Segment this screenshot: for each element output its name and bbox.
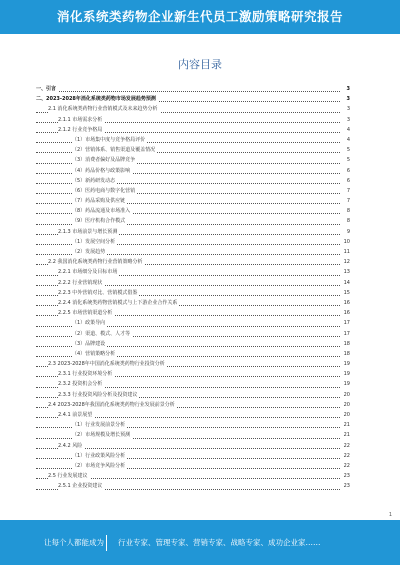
toc-entry[interactable]	[36, 135, 350, 145]
toc-entry[interactable]	[36, 288, 350, 298]
toc-entry-page: 23	[342, 471, 350, 481]
toc-entry[interactable]	[36, 298, 350, 308]
toc-entry-title: （2）渠道、模式、人才等	[72, 329, 132, 339]
toc-entry-page: 23	[342, 481, 350, 491]
toc-entry-page: 5	[345, 145, 350, 155]
toc-entry[interactable]	[36, 390, 350, 400]
toc-entry-title: （1）发展空间分析	[72, 237, 117, 247]
toc-entry[interactable]	[36, 155, 350, 165]
toc-entry-title: 2.1 消化系统类药物行业营销模式及未来趋势分析	[48, 104, 160, 114]
toc-entry-title: （2）市场竞争风险分析	[72, 461, 127, 471]
toc-entry-page: 6	[345, 176, 350, 186]
toc-entry-title: 2.5.1 企业投资建议	[58, 481, 104, 491]
toc-entry-page: 3	[345, 104, 350, 114]
toc-entry[interactable]	[36, 216, 350, 226]
toc-entry[interactable]	[36, 339, 350, 349]
toc-entry[interactable]	[36, 125, 350, 135]
toc-entry-title: 2.4 2023-2028年我国消化系统类药物行业发展前景分析	[48, 400, 177, 410]
toc-entry[interactable]	[36, 410, 350, 420]
toc-entry-title: （7）药品采购及供应链	[72, 196, 127, 206]
toc-entry-title: 2.2.3 中外营销对比、营销模式借鉴	[58, 288, 139, 298]
toc-entry[interactable]	[36, 176, 350, 186]
toc-entry[interactable]	[36, 420, 350, 430]
toc-entry[interactable]	[36, 196, 350, 206]
toc-entry-title: （3）品牌建设	[72, 339, 107, 349]
toc-entry-page: 21	[342, 430, 350, 440]
toc-entry[interactable]	[36, 481, 350, 491]
toc-entry-title: 2.3.1 行业投资环境分析	[58, 369, 114, 379]
toc-entry[interactable]	[36, 329, 350, 339]
toc-entry-page: 3	[345, 94, 350, 104]
toc-entry-title: 2.1.1 市场需求分析	[58, 115, 104, 125]
toc-entry[interactable]	[36, 247, 350, 257]
toc-entry-title: 2.4.1 前景展望	[58, 410, 94, 420]
toc-entry-page: 12	[342, 257, 350, 267]
toc-entry-title: 2.2 我国消化系统类药物行业营销策略分析	[48, 257, 145, 267]
toc-entry-title: 2.1.2 行业竞争格局	[58, 125, 104, 135]
toc-entry-page: 8	[345, 206, 350, 216]
toc-entry-title: （6）医药电商与数字化营销	[72, 186, 137, 196]
toc-entry-page: 7	[345, 186, 350, 196]
toc-entry[interactable]	[36, 441, 350, 451]
toc-entry[interactable]	[36, 471, 350, 481]
footer-slogan: 让每个人都能成为	[44, 538, 104, 547]
toc-entry[interactable]	[36, 145, 350, 155]
toc-entry-page: 7	[345, 196, 350, 206]
toc-entry-title: （3）消费者偏好及品牌竞争	[72, 155, 137, 165]
toc-entry[interactable]	[36, 237, 350, 247]
toc-entry[interactable]	[36, 308, 350, 318]
toc-entry[interactable]	[36, 451, 350, 461]
table-of-contents	[36, 84, 350, 492]
toc-entry[interactable]	[36, 318, 350, 328]
toc-entry-page: 16	[342, 298, 350, 308]
toc-leader-dots	[36, 91, 340, 92]
toc-entry-title: （2）营销体系、销售渠道及覆盖情况	[72, 145, 157, 155]
page-title: 内容目录	[178, 58, 222, 71]
toc-entry-page: 5	[345, 155, 350, 165]
toc-entry-page: 16	[342, 308, 350, 318]
toc-entry-page: 10	[342, 237, 350, 247]
toc-entry-title: 2.3 2023-2028年中国消化系统类药物行业投资分析	[48, 359, 167, 369]
toc-entry-page: 20	[342, 410, 350, 420]
toc-entry[interactable]	[36, 115, 350, 125]
toc-entry-title: （2）发展趋势	[72, 247, 107, 257]
toc-entry-title: 2.2.4 消化系统类药物营销模式与上下游企业合作关系	[58, 298, 179, 308]
toc-entry-title: 2.3.3 行业投资风险分析及投资建议	[58, 390, 139, 400]
footer-bar	[0, 520, 400, 565]
toc-entry-page: 17	[342, 318, 350, 328]
toc-entry-page: 3	[345, 115, 350, 125]
toc-entry-page: 20	[342, 400, 350, 410]
toc-entry-page: 19	[342, 369, 350, 379]
toc-entry[interactable]	[36, 104, 350, 114]
toc-entry-page: 14	[342, 278, 350, 288]
toc-entry[interactable]	[36, 369, 350, 379]
toc-entry-page: 9	[345, 227, 350, 237]
toc-entry-title: 2.4.2 风险	[58, 441, 84, 451]
toc-entry-page: 4	[345, 135, 350, 145]
toc-entry-page: 17	[342, 329, 350, 339]
toc-entry-title: 二、2023-2028年消化系统类药物市场发展趋势预测	[36, 94, 158, 104]
toc-entry-title: 2.2.1 市场细分及目标市场	[58, 267, 119, 277]
toc-entry-title: 2.1.3 市场前景与增长预测	[58, 227, 119, 237]
toc-entry-title: 2.2.2 行业营销现状	[58, 278, 104, 288]
toc-entry-title: 一、引言	[36, 84, 58, 94]
toc-entry-page: 22	[342, 451, 350, 461]
footer-tagline: 行业专家、管理专家、营销专家、战略专家、成功企业家……	[118, 538, 321, 547]
toc-entry[interactable]	[36, 430, 350, 440]
toc-entry-title: （5）新药研发动态	[72, 176, 117, 186]
toc-entry-page: 21	[342, 420, 350, 430]
toc-entry[interactable]	[36, 206, 350, 216]
toc-entry[interactable]	[36, 379, 350, 389]
toc-entry-page: 19	[342, 359, 350, 369]
toc-entry-title: 2.2.5 市场营销渠道分析	[58, 308, 114, 318]
header-bar	[0, 0, 400, 34]
toc-entry-page: 20	[342, 390, 350, 400]
toc-entry[interactable]	[36, 267, 350, 277]
report-title: 消化系统类药物企业新生代员工激励策略研究报告	[56, 9, 343, 24]
toc-entry-page: 15	[342, 288, 350, 298]
toc-entry-title: （8）药品流通及市场准入	[72, 206, 132, 216]
toc-entry-title: （4）营销策略分析	[72, 349, 117, 359]
toc-entry[interactable]	[36, 359, 350, 369]
toc-entry[interactable]	[36, 400, 350, 410]
toc-entry[interactable]	[36, 84, 350, 94]
toc-entry[interactable]	[36, 186, 350, 196]
toc-entry-page: 22	[342, 441, 350, 451]
toc-entry[interactable]	[36, 278, 350, 288]
toc-entry[interactable]	[36, 227, 350, 237]
toc-entry-title: （1）政策导向	[72, 318, 107, 328]
toc-entry[interactable]	[36, 349, 350, 359]
toc-entry-page: 8	[345, 216, 350, 226]
toc-entry-title: 2.5 行业发展建议	[48, 471, 90, 481]
toc-entry-page: 3	[345, 84, 350, 94]
toc-entry[interactable]	[36, 257, 350, 267]
toc-entry-page: 22	[342, 461, 350, 471]
footer-divider	[106, 535, 107, 551]
toc-entry-page: 11	[342, 247, 350, 257]
toc-entry-title: （1）行业发展前景分析	[72, 420, 127, 430]
toc-entry-title: （1）行业政策风险分析	[72, 451, 127, 461]
toc-entry[interactable]	[36, 166, 350, 176]
toc-entry[interactable]	[36, 461, 350, 471]
toc-entry-page: 18	[342, 339, 350, 349]
toc-entry[interactable]	[36, 94, 350, 104]
toc-entry-title: （9）医疗机构合作模式	[72, 216, 127, 226]
toc-entry-title: 2.3.2 投资机会分析	[58, 379, 104, 389]
toc-entry-title: （2）市场规模及增长预测	[72, 430, 132, 440]
toc-entry-page: 18	[342, 349, 350, 359]
toc-entry-title: （1）市场集中度与竞争格局评价	[72, 135, 147, 145]
toc-entry-title: （4）药品价格与政策影响	[72, 166, 132, 176]
toc-entry-page: 4	[345, 125, 350, 135]
toc-entry-page: 13	[342, 267, 350, 277]
toc-entry-page: 6	[345, 166, 350, 176]
toc-entry-page: 19	[342, 379, 350, 389]
page-number: 1	[388, 512, 392, 518]
